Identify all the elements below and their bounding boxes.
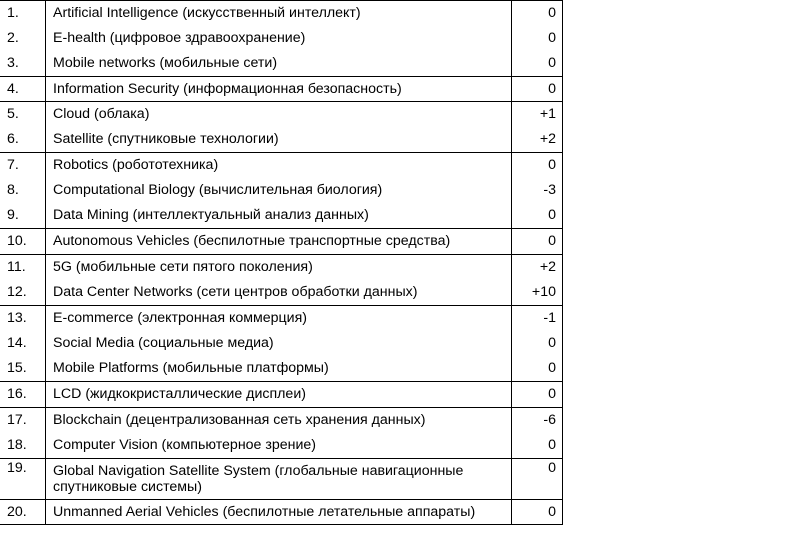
row-number: 20. [0, 500, 46, 525]
rank-change-value: 0 [512, 25, 563, 51]
rank-change-value: +1 [512, 102, 563, 127]
technology-name: Data Mining (интеллектуальный анализ данных) [46, 203, 512, 229]
row-number: 18. [7, 436, 27, 453]
technology-name: Data Center Networks (сети центров обработки данных) [46, 279, 512, 306]
technology-name: Satellite (спутниковые технологии) [46, 126, 512, 153]
row-number: 2. [7, 29, 19, 46]
rank-change-value: +2 [512, 255, 563, 280]
row-number: 12. [7, 283, 27, 300]
technology-name: E-health (цифровое здравоохранение) [46, 25, 512, 51]
table-row [0, 1, 563, 26]
rank-change-value: -3 [512, 177, 563, 203]
rank-change-value: 0 [512, 229, 563, 255]
row-number: 8. [7, 181, 19, 198]
technology-name: Blockchain (децентрализованная сеть хранения данных) [46, 408, 512, 433]
row-number: 11. [0, 255, 46, 280]
technology-name: 5G (мобильные сети пятого поколения) [46, 255, 512, 280]
row-number: 16. [0, 382, 46, 408]
rank-change-value: 0 [512, 356, 563, 382]
table-row [0, 77, 563, 102]
rank-change-value: 0 [512, 203, 563, 229]
table-row [0, 500, 563, 525]
table-row [0, 356, 563, 382]
rank-change-value: 0 [512, 382, 563, 408]
rank-change-value: 0 [512, 51, 563, 77]
rank-change-value: 0 [512, 432, 563, 459]
row-number: 15. [7, 360, 27, 376]
row-number: 14. [7, 334, 27, 351]
technology-name: Global Navigation Satellite System (глобальные навигационные спутниковые системы) [46, 459, 512, 500]
table-row [0, 51, 563, 77]
row-number: 9. [7, 207, 19, 223]
rank-change-value: 0 [512, 500, 563, 525]
rank-change-value: 0 [512, 1, 563, 26]
table-row [0, 279, 563, 306]
rank-change-value: 0 [512, 77, 563, 102]
technology-name: Unmanned Aerial Vehicles (беспилотные летательные аппараты) [46, 500, 512, 525]
rank-change-value: 0 [512, 330, 563, 356]
table-row [0, 306, 563, 331]
technology-name: Cloud (облака) [46, 102, 512, 127]
table-row [0, 330, 563, 356]
rank-change-value: -1 [512, 306, 563, 331]
row-number: 19. [0, 459, 46, 500]
row-number: 6. [7, 130, 19, 147]
technology-name: Autonomous Vehicles (беспилотные транспортные средства) [46, 229, 512, 255]
table-row [0, 153, 563, 178]
table-row [0, 432, 563, 459]
table-row [0, 203, 563, 229]
technology-name: E-commerce (электронная коммерция) [46, 306, 512, 331]
technology-name: Computational Biology (вычислительная биология) [46, 177, 512, 203]
table-row [0, 126, 563, 153]
rank-change-value: 0 [512, 153, 563, 178]
table-row [0, 255, 563, 280]
row-number: 10. [0, 229, 46, 255]
technology-name: Robotics (робототехника) [46, 153, 512, 178]
table-row [0, 102, 563, 127]
table-row [0, 382, 563, 408]
row-number: 5. [0, 102, 46, 127]
row-number: 17. [0, 408, 46, 433]
table-row [0, 177, 563, 203]
table-row [0, 25, 563, 51]
table-row [0, 229, 563, 255]
rank-change-value: +10 [512, 279, 563, 306]
row-number: 13. [0, 306, 46, 331]
rank-change-value: 0 [512, 459, 563, 500]
row-number: 3. [7, 55, 19, 71]
row-number: 1. [0, 1, 46, 26]
technology-name: Artificial Intelligence (искусственный интеллект) [46, 1, 512, 26]
technology-name: Computer Vision (компьютерное зрение) [46, 432, 512, 459]
technology-name: Mobile networks (мобильные сети) [46, 51, 512, 77]
row-number: 4. [0, 77, 46, 102]
technology-name: LCD (жидкокристаллические дисплеи) [46, 382, 512, 408]
rank-change-value: +2 [512, 126, 563, 153]
table-row [0, 459, 563, 500]
technology-name: Social Media (социальные медиа) [46, 330, 512, 356]
technology-name: Information Security (информационная безопасность) [46, 77, 512, 102]
table-row [0, 408, 563, 433]
technology-name: Mobile Platforms (мобильные платформы) [46, 356, 512, 382]
rank-change-value: -6 [512, 408, 563, 433]
row-number: 7. [0, 153, 46, 178]
